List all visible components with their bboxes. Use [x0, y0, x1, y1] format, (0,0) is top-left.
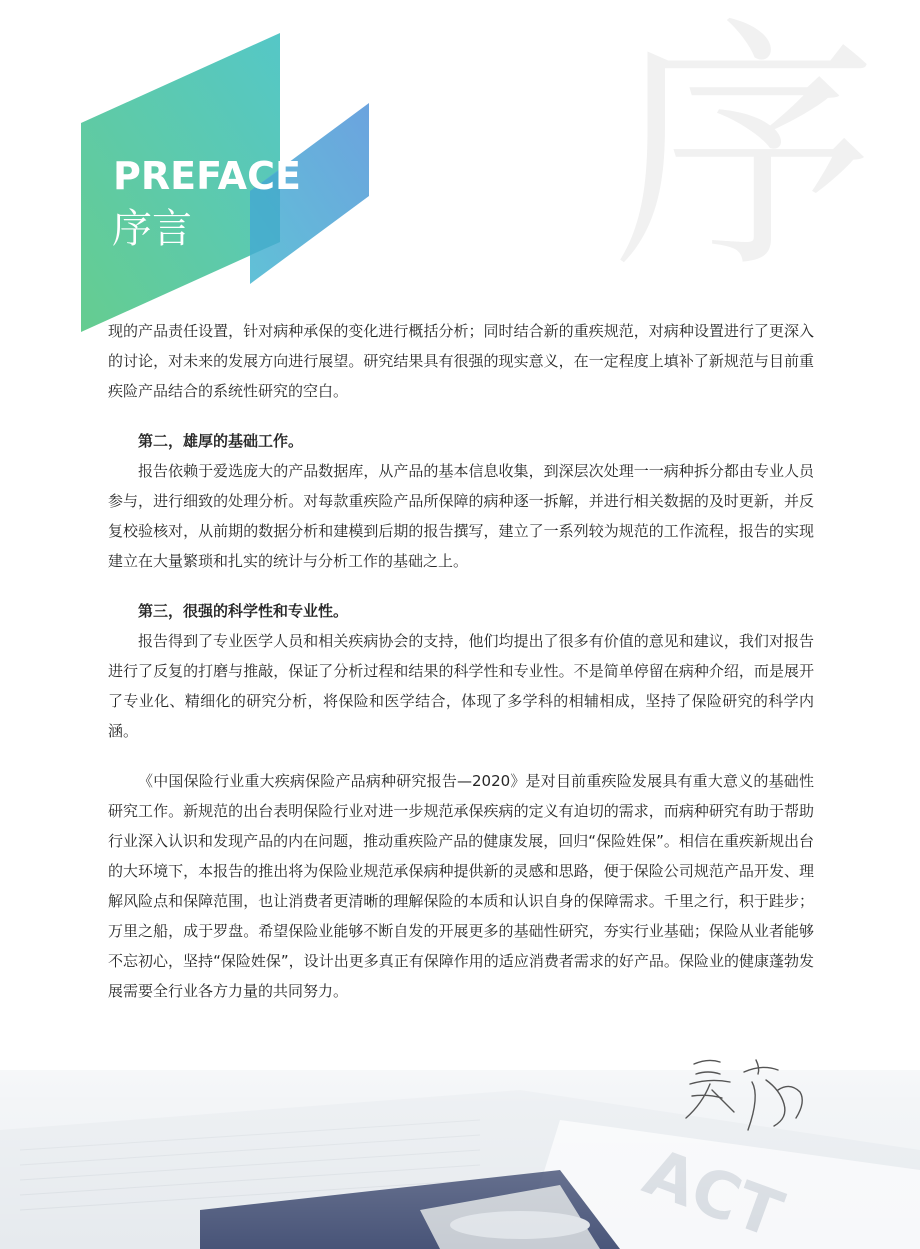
preface-subtitle: 序言 — [112, 206, 192, 252]
preface-title: PREFACE — [113, 154, 301, 198]
background-glyph: 序 — [612, 0, 877, 304]
section-heading-3: 第三，很强的科学性和专业性。 — [138, 602, 349, 620]
section-heading-2: 第二，雄厚的基础工作。 — [138, 432, 304, 450]
paragraph-1: 现的产品责任设置，针对病种承保的变化进行概括分析；同时结合新的重疾规范，对病种设置进行了更深入的讨论，对未来的发展方向进行展望。研究结果具有很强的现实意义，在一定程度上填补了新规范与目前重疾险产品结合的系统性研究的空白。 — [108, 322, 814, 400]
paragraph-4: 《中国保险行业重大疾病保险产品病种研究报告—2020》是对目前重疾险发展具有重大意义的基础性研究工作。新规范的出台表明保险行业对进一步规范承保疾病的定义有迫切的需求，而病种研究有助于帮助行业深入认识和发现产品的内在问题，推动重疾险产品的健康发展，回归“保险姓保”。相信在重疾新规出台的大环境下，本报告的推出将为保险业规范承保病种提供新的灵感和思路，便于保险公司规范产品开发、理解风险点和保障范围，也让消费者更清晰的理解保险的本质和认识自身的保障需求。千里之行，积于跬步；万里之船，成于罗盘。希望保险业能够不断自发的开展更多的基础性研究，夯实行业基础；保险从业者能够不忘初心，坚持“保险姓保”，设计出更多真正有保障作用的适应消费者需求的好产品。保险业的健康蓬勃发展需要全行业各方力量的共同努力。 — [108, 772, 815, 1000]
preface-content — [108, 316, 814, 1006]
paragraph-3: 报告得到了专业医学人员和相关疾病协会的支持，他们均提出了很多有价值的意见和建议，我们对报告进行了反复的打磨与推敲，保证了分析过程和结果的科学性和专业性。不是简单停留在病种介绍，而是展开了专业化、精细化的研究分析，将保险和医学结合，体现了多学科的相辅相成，坚持了保险研究的科学内涵。 — [108, 632, 814, 740]
handwritten-signature — [682, 1050, 812, 1140]
paragraph-2: 报告依赖于爱选庞大的产品数据库，从产品的基本信息收集，到深层次处理一一病种拆分都由专业人员参与，进行细致的处理分析。对每款重疾险产品所保障的病种逐一拆解，并进行相关数据的及时更新，并反复校验核对，从前期的数据分析和建模到后期的报告撰写，建立了一系列较为规范的工作流程，报告的实现建立在大量繁琐和扎实的统计与分析工作的基础之上。 — [108, 462, 814, 570]
